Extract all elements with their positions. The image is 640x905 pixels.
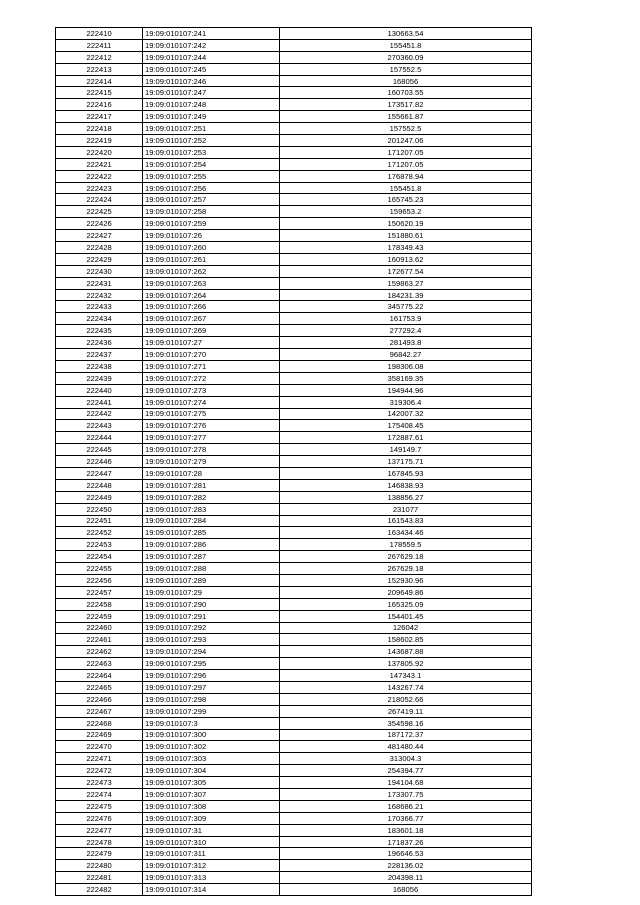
row-number-cell: 222428	[56, 242, 143, 254]
value-cell: 157552.5	[280, 123, 532, 135]
table-row	[56, 789, 532, 801]
row-number-cell: 222429	[56, 253, 143, 265]
value-cell: 354598.16	[280, 717, 532, 729]
table-row	[56, 622, 532, 634]
cadastral-number-cell: 19:09:010107:255	[143, 170, 280, 182]
row-number-cell: 222450	[56, 503, 143, 515]
table-row	[56, 824, 532, 836]
row-number-cell: 222433	[56, 301, 143, 313]
row-number-cell: 222463	[56, 658, 143, 670]
row-number-cell: 222432	[56, 289, 143, 301]
value-cell: 345775.22	[280, 301, 532, 313]
cadastral-number-cell: 19:09:010107:241	[143, 28, 280, 40]
table-row	[56, 717, 532, 729]
cadastral-number-cell: 19:09:010107:298	[143, 693, 280, 705]
table-row	[56, 289, 532, 301]
table-row	[56, 39, 532, 51]
table-row	[56, 301, 532, 313]
table-row	[56, 515, 532, 527]
value-cell: 137805.92	[280, 658, 532, 670]
cadastral-number-cell: 19:09:010107:260	[143, 242, 280, 254]
row-number-cell: 222453	[56, 539, 143, 551]
row-number-cell: 222413	[56, 63, 143, 75]
value-cell: 481480.44	[280, 741, 532, 753]
table-row	[56, 75, 532, 87]
cadastral-number-cell: 19:09:010107:308	[143, 800, 280, 812]
cadastral-number-cell: 19:09:010107:261	[143, 253, 280, 265]
value-cell: 155451.8	[280, 39, 532, 51]
table-row	[56, 741, 532, 753]
value-cell: 157552.5	[280, 63, 532, 75]
cadastral-number-cell: 19:09:010107:275	[143, 408, 280, 420]
value-cell: 155661.87	[280, 111, 532, 123]
value-cell: 154401.45	[280, 610, 532, 622]
value-cell: 270360.09	[280, 51, 532, 63]
table-row	[56, 527, 532, 539]
value-cell: 176878.94	[280, 170, 532, 182]
row-number-cell: 222472	[56, 765, 143, 777]
value-cell: 267629.18	[280, 551, 532, 563]
cadastral-number-cell: 19:09:010107:263	[143, 277, 280, 289]
table-row	[56, 337, 532, 349]
table-row	[56, 206, 532, 218]
value-cell: 277292.4	[280, 325, 532, 337]
row-number-cell: 222478	[56, 836, 143, 848]
row-number-cell: 222468	[56, 717, 143, 729]
data-table	[55, 27, 532, 896]
value-cell: 159653.2	[280, 206, 532, 218]
row-number-cell: 222446	[56, 456, 143, 468]
cadastral-number-cell: 19:09:010107:264	[143, 289, 280, 301]
table-row	[56, 610, 532, 622]
value-cell: 231077	[280, 503, 532, 515]
value-cell: 163434.46	[280, 527, 532, 539]
value-cell: 198306.08	[280, 360, 532, 372]
row-number-cell: 222442	[56, 408, 143, 420]
row-number-cell: 222454	[56, 551, 143, 563]
value-cell: 313004.3	[280, 753, 532, 765]
table-row	[56, 658, 532, 670]
cadastral-number-cell: 19:09:010107:307	[143, 789, 280, 801]
cadastral-number-cell: 19:09:010107:259	[143, 218, 280, 230]
row-number-cell: 222469	[56, 729, 143, 741]
cadastral-number-cell: 19:09:010107:274	[143, 396, 280, 408]
table-row	[56, 634, 532, 646]
table-row	[56, 158, 532, 170]
table-row	[56, 860, 532, 872]
value-cell: 149149.7	[280, 444, 532, 456]
table-row	[56, 729, 532, 741]
cadastral-number-cell: 19:09:010107:245	[143, 63, 280, 75]
value-cell: 143267.74	[280, 681, 532, 693]
cadastral-number-cell: 19:09:010107:270	[143, 349, 280, 361]
cadastral-number-cell: 19:09:010107:256	[143, 182, 280, 194]
cadastral-number-cell: 19:09:010107:297	[143, 681, 280, 693]
table-row	[56, 123, 532, 135]
row-number-cell: 222425	[56, 206, 143, 218]
table-row	[56, 467, 532, 479]
row-number-cell: 222477	[56, 824, 143, 836]
table-row	[56, 586, 532, 598]
value-cell: 160703.55	[280, 87, 532, 99]
row-number-cell: 222436	[56, 337, 143, 349]
value-cell: 209649.86	[280, 586, 532, 598]
table-row	[56, 777, 532, 789]
value-cell: 358169.35	[280, 372, 532, 384]
cadastral-number-cell: 19:09:010107:303	[143, 753, 280, 765]
row-number-cell: 222471	[56, 753, 143, 765]
table-row	[56, 87, 532, 99]
value-cell: 161753.9	[280, 313, 532, 325]
cadastral-number-cell: 19:09:010107:310	[143, 836, 280, 848]
row-number-cell: 222410	[56, 28, 143, 40]
row-number-cell: 222427	[56, 230, 143, 242]
table-row	[56, 51, 532, 63]
value-cell: 175408.45	[280, 420, 532, 432]
table-row	[56, 99, 532, 111]
row-number-cell: 222416	[56, 99, 143, 111]
value-cell: 194944.96	[280, 384, 532, 396]
cadastral-number-cell: 19:09:010107:277	[143, 432, 280, 444]
row-number-cell: 222426	[56, 218, 143, 230]
row-number-cell: 222420	[56, 146, 143, 158]
value-cell: 319306.4	[280, 396, 532, 408]
cadastral-number-cell: 19:09:010107:267	[143, 313, 280, 325]
cadastral-number-cell: 19:09:010107:311	[143, 848, 280, 860]
cadastral-number-cell: 19:09:010107:278	[143, 444, 280, 456]
table-row	[56, 408, 532, 420]
cadastral-number-cell: 19:09:010107:305	[143, 777, 280, 789]
value-cell: 146838.93	[280, 479, 532, 491]
table-row	[56, 753, 532, 765]
table-row	[56, 479, 532, 491]
table-row	[56, 146, 532, 158]
cadastral-number-cell: 19:09:010107:269	[143, 325, 280, 337]
row-number-cell: 222475	[56, 800, 143, 812]
cadastral-number-cell: 19:09:010107:254	[143, 158, 280, 170]
row-number-cell: 222461	[56, 634, 143, 646]
value-cell: 152930.96	[280, 574, 532, 586]
row-number-cell: 222418	[56, 123, 143, 135]
value-cell: 168056	[280, 75, 532, 87]
row-number-cell: 222419	[56, 135, 143, 147]
value-cell: 196646.53	[280, 848, 532, 860]
cadastral-number-cell: 19:09:010107:312	[143, 860, 280, 872]
row-number-cell: 222470	[56, 741, 143, 753]
table-row	[56, 360, 532, 372]
row-number-cell: 222476	[56, 812, 143, 824]
cadastral-number-cell: 19:09:010107:289	[143, 574, 280, 586]
value-cell: 96842.27	[280, 349, 532, 361]
value-cell: 204398.11	[280, 872, 532, 884]
value-cell: 147343.1	[280, 670, 532, 682]
row-number-cell: 222441	[56, 396, 143, 408]
cadastral-number-cell: 19:09:010107:273	[143, 384, 280, 396]
value-cell: 228136.02	[280, 860, 532, 872]
cadastral-number-cell: 19:09:010107:276	[143, 420, 280, 432]
cadastral-number-cell: 19:09:010107:302	[143, 741, 280, 753]
cadastral-number-cell: 19:09:010107:271	[143, 360, 280, 372]
cadastral-number-cell: 19:09:010107:31	[143, 824, 280, 836]
cadastral-number-cell: 19:09:010107:300	[143, 729, 280, 741]
value-cell: 218052.66	[280, 693, 532, 705]
row-number-cell: 222481	[56, 872, 143, 884]
row-number-cell: 222452	[56, 527, 143, 539]
table-row	[56, 253, 532, 265]
table-row	[56, 872, 532, 884]
cadastral-number-cell: 19:09:010107:258	[143, 206, 280, 218]
cadastral-number-cell: 19:09:010107:313	[143, 872, 280, 884]
cadastral-number-cell: 19:09:010107:27	[143, 337, 280, 349]
table-row	[56, 325, 532, 337]
row-number-cell: 222440	[56, 384, 143, 396]
cadastral-number-cell: 19:09:010107:272	[143, 372, 280, 384]
row-number-cell: 222482	[56, 884, 143, 896]
value-cell: 171207.05	[280, 158, 532, 170]
row-number-cell: 222445	[56, 444, 143, 456]
row-number-cell: 222412	[56, 51, 143, 63]
cadastral-number-cell: 19:09:010107:248	[143, 99, 280, 111]
row-number-cell: 222456	[56, 574, 143, 586]
value-cell: 267419.11	[280, 705, 532, 717]
table-row	[56, 800, 532, 812]
value-cell: 172677.54	[280, 265, 532, 277]
table-row	[56, 170, 532, 182]
table-row	[56, 848, 532, 860]
table-row	[56, 539, 532, 551]
row-number-cell: 222479	[56, 848, 143, 860]
row-number-cell: 222437	[56, 349, 143, 361]
table-row	[56, 503, 532, 515]
row-number-cell: 222459	[56, 610, 143, 622]
row-number-cell: 222443	[56, 420, 143, 432]
value-cell: 150620.19	[280, 218, 532, 230]
table-row	[56, 277, 532, 289]
table-row	[56, 111, 532, 123]
table-row	[56, 218, 532, 230]
row-number-cell: 222464	[56, 670, 143, 682]
row-number-cell: 222473	[56, 777, 143, 789]
row-number-cell: 222415	[56, 87, 143, 99]
value-cell: 138856.27	[280, 491, 532, 503]
cadastral-number-cell: 19:09:010107:294	[143, 646, 280, 658]
value-cell: 142007.32	[280, 408, 532, 420]
table-row	[56, 693, 532, 705]
cadastral-number-cell: 19:09:010107:28	[143, 467, 280, 479]
cadastral-number-cell: 19:09:010107:26	[143, 230, 280, 242]
row-number-cell: 222460	[56, 622, 143, 634]
row-number-cell: 222411	[56, 39, 143, 51]
table-row	[56, 598, 532, 610]
row-number-cell: 222451	[56, 515, 143, 527]
table-row	[56, 28, 532, 40]
value-cell: 254394.77	[280, 765, 532, 777]
cadastral-number-cell: 19:09:010107:284	[143, 515, 280, 527]
cadastral-number-cell: 19:09:010107:290	[143, 598, 280, 610]
cadastral-number-cell: 19:09:010107:242	[143, 39, 280, 51]
table-row	[56, 444, 532, 456]
row-number-cell: 222465	[56, 681, 143, 693]
cadastral-number-cell: 19:09:010107:293	[143, 634, 280, 646]
table-row	[56, 646, 532, 658]
value-cell: 168686.21	[280, 800, 532, 812]
row-number-cell: 222414	[56, 75, 143, 87]
value-cell: 194104.68	[280, 777, 532, 789]
cadastral-number-cell: 19:09:010107:281	[143, 479, 280, 491]
row-number-cell: 222448	[56, 479, 143, 491]
row-number-cell: 222434	[56, 313, 143, 325]
row-number-cell: 222430	[56, 265, 143, 277]
cadastral-number-cell: 19:09:010107:247	[143, 87, 280, 99]
value-cell: 165745.23	[280, 194, 532, 206]
table-row	[56, 372, 532, 384]
value-cell: 201247.06	[280, 135, 532, 147]
cadastral-number-cell: 19:09:010107:279	[143, 456, 280, 468]
cadastral-number-cell: 19:09:010107:283	[143, 503, 280, 515]
row-number-cell: 222424	[56, 194, 143, 206]
row-number-cell: 222439	[56, 372, 143, 384]
row-number-cell: 222458	[56, 598, 143, 610]
row-number-cell: 222480	[56, 860, 143, 872]
table-row	[56, 884, 532, 896]
cadastral-number-cell: 19:09:010107:288	[143, 563, 280, 575]
row-number-cell: 222421	[56, 158, 143, 170]
value-cell: 159863.27	[280, 277, 532, 289]
table-row	[56, 563, 532, 575]
table-row	[56, 242, 532, 254]
value-cell: 173517.82	[280, 99, 532, 111]
row-number-cell: 222417	[56, 111, 143, 123]
row-number-cell: 222447	[56, 467, 143, 479]
table-row	[56, 681, 532, 693]
cadastral-number-cell: 19:09:010107:251	[143, 123, 280, 135]
cadastral-number-cell: 19:09:010107:292	[143, 622, 280, 634]
table-row	[56, 420, 532, 432]
value-cell: 143687.88	[280, 646, 532, 658]
cadastral-number-cell: 19:09:010107:309	[143, 812, 280, 824]
row-number-cell: 222455	[56, 563, 143, 575]
value-cell: 281493.8	[280, 337, 532, 349]
cadastral-number-cell: 19:09:010107:249	[143, 111, 280, 123]
value-cell: 126042	[280, 622, 532, 634]
row-number-cell: 222462	[56, 646, 143, 658]
table-row	[56, 135, 532, 147]
table-row	[56, 456, 532, 468]
cadastral-number-cell: 19:09:010107:295	[143, 658, 280, 670]
table-row	[56, 836, 532, 848]
value-cell: 178349.43	[280, 242, 532, 254]
value-cell: 155451.8	[280, 182, 532, 194]
row-number-cell: 222457	[56, 586, 143, 598]
value-cell: 172887.61	[280, 432, 532, 444]
cadastral-number-cell: 19:09:010107:3	[143, 717, 280, 729]
cadastral-number-cell: 19:09:010107:244	[143, 51, 280, 63]
table-row	[56, 63, 532, 75]
cadastral-number-cell: 19:09:010107:29	[143, 586, 280, 598]
cadastral-number-cell: 19:09:010107:299	[143, 705, 280, 717]
cadastral-number-cell: 19:09:010107:286	[143, 539, 280, 551]
row-number-cell: 222438	[56, 360, 143, 372]
row-number-cell: 222474	[56, 789, 143, 801]
table-row	[56, 384, 532, 396]
cadastral-number-cell: 19:09:010107:285	[143, 527, 280, 539]
table-row	[56, 432, 532, 444]
cadastral-number-cell: 19:09:010107:246	[143, 75, 280, 87]
cadastral-number-cell: 19:09:010107:291	[143, 610, 280, 622]
value-cell: 178559.5	[280, 539, 532, 551]
table-body	[56, 28, 532, 896]
cadastral-number-cell: 19:09:010107:304	[143, 765, 280, 777]
value-cell: 137175.71	[280, 456, 532, 468]
value-cell: 173307.75	[280, 789, 532, 801]
value-cell: 184231.39	[280, 289, 532, 301]
table-row	[56, 812, 532, 824]
table-row	[56, 670, 532, 682]
cadastral-number-cell: 19:09:010107:266	[143, 301, 280, 313]
cadastral-number-cell: 19:09:010107:296	[143, 670, 280, 682]
cadastral-number-cell: 19:09:010107:262	[143, 265, 280, 277]
value-cell: 130663.54	[280, 28, 532, 40]
table-row	[56, 230, 532, 242]
value-cell: 168056	[280, 884, 532, 896]
table-row	[56, 194, 532, 206]
value-cell: 161543.83	[280, 515, 532, 527]
value-cell: 165325.09	[280, 598, 532, 610]
value-cell: 160913.62	[280, 253, 532, 265]
table-row	[56, 574, 532, 586]
row-number-cell: 222431	[56, 277, 143, 289]
table-row	[56, 551, 532, 563]
row-number-cell: 222444	[56, 432, 143, 444]
table-row	[56, 313, 532, 325]
row-number-cell: 222466	[56, 693, 143, 705]
row-number-cell: 222435	[56, 325, 143, 337]
value-cell: 167845.93	[280, 467, 532, 479]
value-cell: 171837.26	[280, 836, 532, 848]
table-row	[56, 396, 532, 408]
value-cell: 151880.61	[280, 230, 532, 242]
cadastral-number-cell: 19:09:010107:253	[143, 146, 280, 158]
table-row	[56, 765, 532, 777]
cadastral-number-cell: 19:09:010107:257	[143, 194, 280, 206]
value-cell: 187172.37	[280, 729, 532, 741]
value-cell: 170366.77	[280, 812, 532, 824]
cadastral-number-cell: 19:09:010107:282	[143, 491, 280, 503]
value-cell: 183601.18	[280, 824, 532, 836]
cadastral-number-cell: 19:09:010107:252	[143, 135, 280, 147]
row-number-cell: 222467	[56, 705, 143, 717]
cadastral-number-cell: 19:09:010107:287	[143, 551, 280, 563]
value-cell: 267629.18	[280, 563, 532, 575]
cadastral-number-cell: 19:09:010107:314	[143, 884, 280, 896]
value-cell: 171207.05	[280, 146, 532, 158]
table-row	[56, 265, 532, 277]
row-number-cell: 222423	[56, 182, 143, 194]
table-row	[56, 705, 532, 717]
row-number-cell: 222422	[56, 170, 143, 182]
table-row	[56, 491, 532, 503]
value-cell: 158602.85	[280, 634, 532, 646]
table-row	[56, 349, 532, 361]
table-row	[56, 182, 532, 194]
row-number-cell: 222449	[56, 491, 143, 503]
